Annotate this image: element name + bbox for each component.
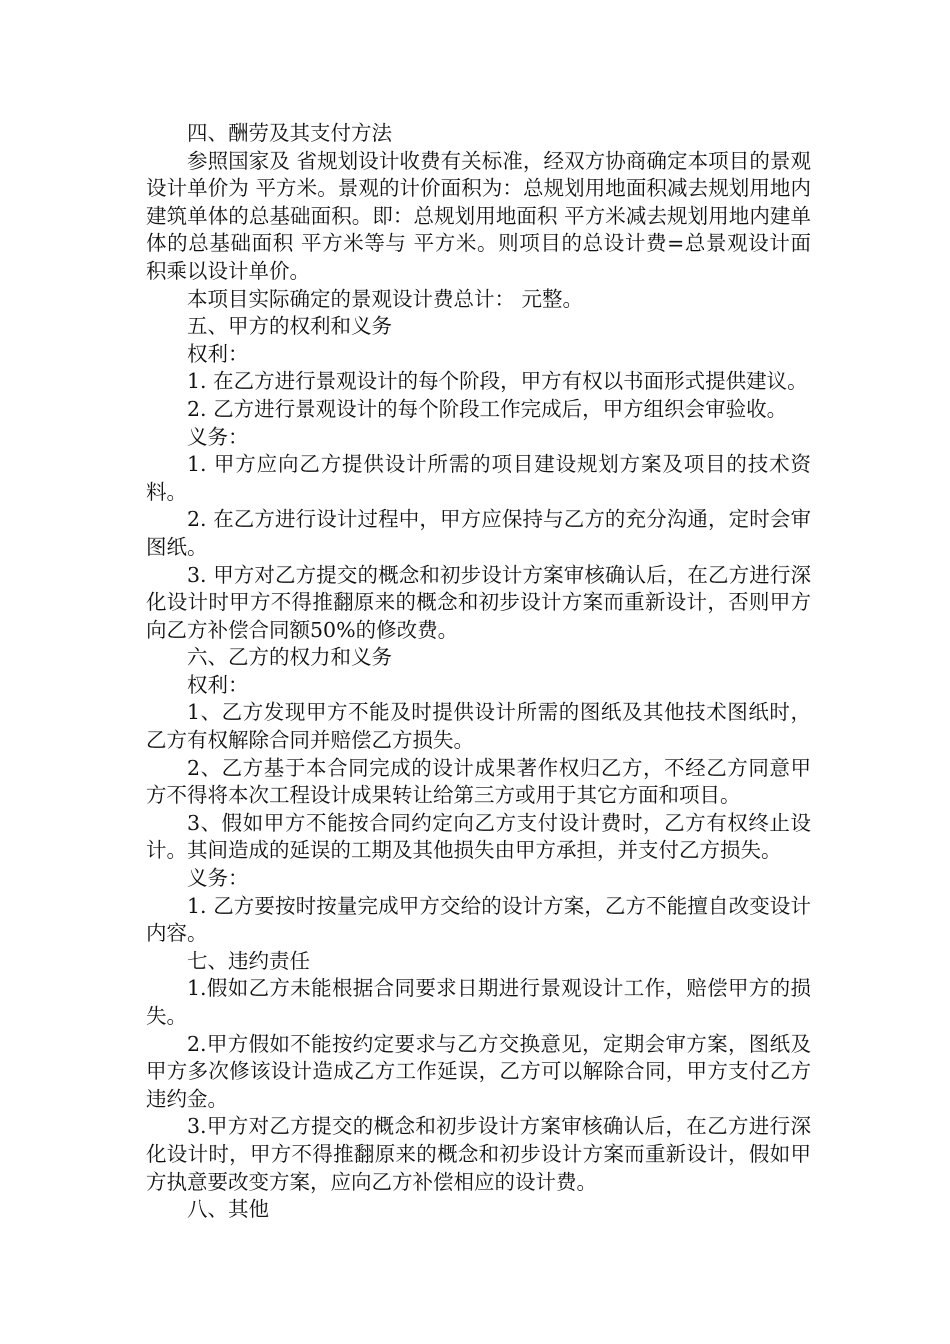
- list-item: 2、乙方基于本合同完成的设计成果著作权归乙方，不经乙方同意甲方不得将本次工程设计成果转让给第三方或用于其它方面和项目。: [146, 755, 811, 808]
- list-item: 2. 乙方进行景观设计的每个阶段工作完成后，甲方组织会审验收。: [187, 396, 788, 421]
- section-heading-breach: 七、违约责任: [187, 948, 310, 973]
- subheading-obligations: 义务：: [187, 866, 249, 891]
- section-heading-other: 八、其他: [187, 1197, 269, 1222]
- subheading-rights: 权利：: [187, 341, 249, 366]
- list-item: 1. 乙方要按时按量完成甲方交给的设计方案，乙方不能擅自改变设计内容。: [146, 893, 811, 946]
- paragraph-fee-total: 本项目实际确定的景观设计费总计： 元整。: [187, 286, 584, 311]
- list-item: 1. 甲方应向乙方提供设计所需的项目建设规划方案及项目的技术资料。: [146, 452, 811, 504]
- list-item: 1.假如乙方未能根据合同要求日期进行景观设计工作，赔偿甲方的损失。: [146, 976, 811, 1028]
- subheading-rights: 权利：: [187, 672, 249, 697]
- list-item: 1、乙方发现甲方不能及时提供设计所需的图纸及其他技术图纸时，乙方有权解除合同并赔偿乙方损失。: [146, 700, 811, 753]
- list-item: 3. 甲方对乙方提交的概念和初步设计方案审核确认后，在乙方进行深化设计时甲方不得推翻原来的概念和初步设计方案而重新设计，否则甲方向乙方补偿合同额50%的修改费。: [146, 562, 811, 642]
- document-body: [146, 120, 811, 1224]
- subheading-obligations: 义务：: [187, 424, 249, 449]
- section-heading-party-a: 五、甲方的权利和义务: [187, 314, 392, 339]
- paragraph-fee-standard: 参照国家及 省规划设计收费有关标准，经双方协商确定本项目的景观设计单价为 平方米。景观的计价面积为：总规划用地面积减去规划用地内建筑单体的总基础面积。即：总规划用地面积 平方米减去规划用地内建单体的总基础面积 平方米等与 平方米。则项目的总设计费=总景观设计面积乘以设计单价。: [146, 148, 811, 283]
- list-item: 2. 在乙方进行设计过程中，甲方应保持与乙方的充分沟通，定时会审图纸。: [146, 507, 811, 559]
- list-item: 2.甲方假如不能按约定要求与乙方交换意见，定期会审方案，图纸及甲方多次修该设计造成乙方工作延误，乙方可以解除合同，甲方支付乙方违约金。: [146, 1031, 811, 1111]
- list-item: 3.甲方对乙方提交的概念和初步设计方案审核确认后，在乙方进行深化设计时，甲方不得推翻原来的概念和初步设计方案而重新设计，假如甲方执意要改变方案，应向乙方补偿相应的设计费。: [146, 1114, 811, 1194]
- list-item: 3、假如甲方不能按合同约定向乙方支付设计费时，乙方有权终止设计。其间造成的延误的工期及其他损失由甲方承担，并支付乙方损失。: [146, 810, 811, 863]
- section-heading-remuneration: 四、酬劳及其支付方法: [187, 121, 392, 145]
- section-heading-party-b: 六、乙方的权力和义务: [187, 645, 392, 670]
- list-item: 1. 在乙方进行景观设计的每个阶段，甲方有权以书面形式提供建议。: [187, 369, 808, 394]
